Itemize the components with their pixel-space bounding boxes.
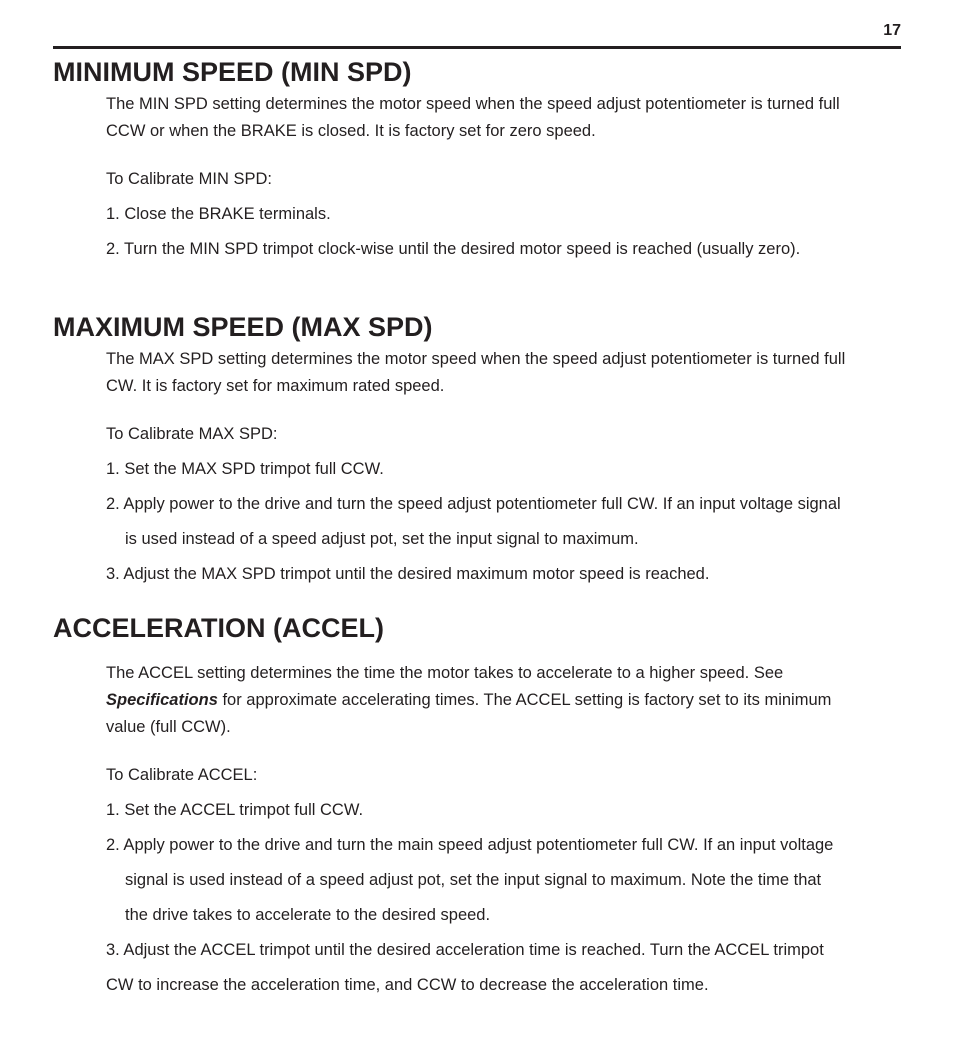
- step-line: [106, 487, 901, 557]
- paragraph-text: for approximate accelerating times. The ACCEL setting is factory set to its minimum: [217, 691, 832, 709]
- step-continuation: signal is used instead of a speed adjust pot, set the input signal to maximum. Note the time that: [125, 871, 822, 889]
- paragraph-line: The ACCEL setting determines the time the motor takes to accelerate to a higher speed. See: [106, 664, 784, 682]
- section-acceleration: [53, 612, 901, 1003]
- section-body: [106, 346, 901, 592]
- step-continuation: is used instead of a speed adjust pot, set the input signal to maximum.: [125, 530, 639, 548]
- header-rule: [53, 46, 901, 49]
- paragraph-line: CCW or when the BRAKE is closed. It is factory set for zero speed.: [106, 122, 596, 140]
- step-line: 3. Adjust the MAX SPD trimpot until the desired maximum motor speed is reached.: [106, 565, 710, 583]
- paragraph-line: The MIN SPD setting determines the motor speed when the speed adjust potentiometer is turned full: [106, 95, 840, 113]
- step-line: 3. Adjust the ACCEL trimpot until the desired acceleration time is reached. Turn the ACCEL trimpot: [106, 941, 824, 959]
- step-line: CW to increase the acceleration time, and CCW to decrease the acceleration time.: [106, 976, 709, 994]
- step-line: [106, 828, 901, 933]
- paragraph-line: [106, 687, 901, 714]
- section-min-speed: [53, 56, 901, 267]
- section-max-speed: [53, 311, 901, 592]
- step-text: 2. Apply power to the drive and turn the main speed adjust potentiometer full CW. If an input voltage: [106, 836, 834, 854]
- page-number: 17: [883, 22, 901, 39]
- step-continuation: the drive takes to accelerate to the desired speed.: [125, 906, 491, 924]
- step-line: 1. Set the ACCEL trimpot full CCW.: [106, 801, 364, 819]
- step-line: 2. Turn the MIN SPD trimpot clock-wise until the desired motor speed is reached (usually zero).: [106, 240, 801, 258]
- paragraph-line: CW. It is factory set for maximum rated speed.: [106, 377, 445, 395]
- calibrate-label: To Calibrate ACCEL:: [106, 766, 258, 784]
- step-line: 1. Set the MAX SPD trimpot full CCW.: [106, 460, 384, 478]
- section-heading: MAXIMUM SPEED (MAX SPD): [53, 312, 433, 342]
- paragraph-line: value (full CCW).: [106, 718, 231, 736]
- section-body: [106, 660, 901, 1003]
- section-heading: MINIMUM SPEED (MIN SPD): [53, 57, 412, 87]
- section-heading: ACCELERATION (ACCEL): [53, 613, 384, 643]
- calibrate-label: To Calibrate MAX SPD:: [106, 425, 278, 443]
- calibrate-label: To Calibrate MIN SPD:: [106, 170, 272, 188]
- emphasis-text: Specifications: [106, 691, 218, 709]
- step-line: 1. Close the BRAKE terminals.: [106, 205, 331, 223]
- step-text: 2. Apply power to the drive and turn the speed adjust potentiometer full CW. If an input voltage signal: [106, 495, 841, 513]
- paragraph-line: The MAX SPD setting determines the motor speed when the speed adjust potentiometer is turned full: [106, 350, 846, 368]
- section-body: [106, 91, 901, 267]
